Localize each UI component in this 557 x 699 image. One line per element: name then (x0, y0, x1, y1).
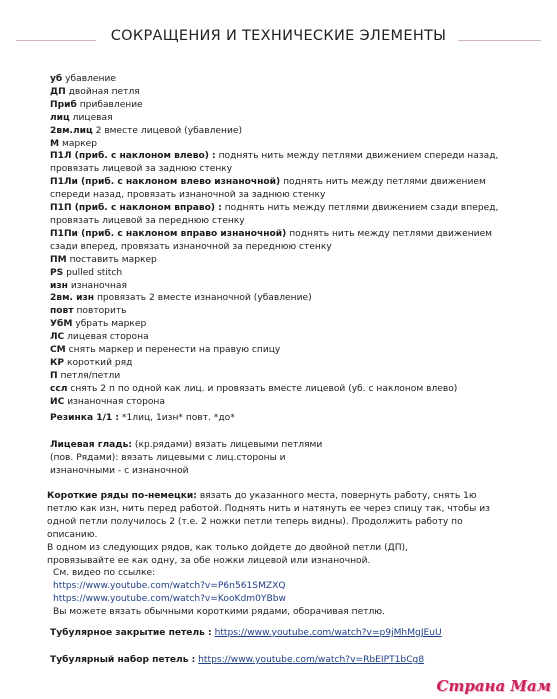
stockinette-section (50, 439, 520, 478)
abbreviation-line (50, 112, 520, 125)
rib-text: *1лиц, 1изн* повт. *до* (119, 413, 235, 423)
abbreviation-description: прибавление (76, 99, 143, 110)
abbreviation-description: сзади вперед, провязать изнаночной за переднюю стенку (50, 241, 332, 252)
watermark-logo: Страна Мам (436, 677, 551, 695)
abbreviation-line (50, 267, 520, 280)
abbreviation-line (50, 86, 520, 99)
abbreviation-line (50, 331, 520, 344)
abbreviation-description: поднять нить между петлями движением спереди назад, (215, 151, 499, 162)
abbreviation-description: убавление (62, 74, 116, 84)
abbreviation-line (50, 202, 520, 215)
abbreviation-line (50, 228, 520, 241)
abbreviation-term: ПМ (50, 254, 67, 265)
stockinette-line: (кр.рядами) вязать лицевыми петлями (132, 440, 323, 450)
abbreviation-list (50, 73, 520, 409)
abbreviation-description: снять маркер и перенести на правую спицу (65, 345, 281, 356)
abbreviation-term: П1Л (приб. с наклоном влево) : (50, 151, 216, 162)
abbreviation-line (50, 254, 520, 267)
abbreviation-description: провязать лицевой за заднюю стенку (50, 164, 233, 175)
rib-section (50, 412, 520, 425)
abbreviation-term: ссл (50, 383, 68, 394)
abbreviation-description: повторить (73, 306, 127, 317)
short-rows-line: петлю как изн, нить перед работой. Поднять нить и натянуть ее через спицу так, чтобы из (47, 503, 490, 514)
abbreviation-line (50, 163, 520, 176)
abbreviation-term: ЛС (50, 332, 65, 343)
tubular-caston-link[interactable]: https://www.youtube.com/watch?v=RbEIPT1bCg8 (198, 655, 425, 665)
abbreviation-description: поднять нить между петлями движением (280, 177, 486, 188)
abbreviation-term: ДП (50, 86, 66, 97)
abbreviation-description: поставить маркер (66, 254, 157, 265)
abbreviation-description: поднять нить между петлями движением (286, 228, 493, 239)
stockinette-line: изнаночными - с изнаночной (50, 465, 189, 476)
abbreviation-description: поднять нить между петлями движением сзади вперед, (221, 203, 499, 214)
abbreviation-line (50, 305, 520, 318)
abbreviation-term: PS (50, 267, 64, 278)
abbreviation-description: изнаночная (67, 280, 127, 291)
tubular-caston-term: Тубулярный набор петель : (50, 655, 196, 665)
abbreviation-line (50, 370, 520, 383)
abbreviation-line (50, 215, 520, 228)
abbreviation-description: 2 вместе лицевой (убавление) (92, 125, 243, 136)
short-rows-line: вязать до указанного места, повернуть работу, снять 1ю (196, 491, 477, 501)
abbreviation-line (50, 241, 520, 254)
abbreviation-line (50, 73, 520, 86)
abbreviation-term: КР (50, 357, 65, 368)
abbreviation-description: изнаночная сторона (64, 396, 165, 407)
rib-term: Резинка 1/1 : (50, 413, 120, 423)
abbreviation-term: ИС (50, 396, 65, 407)
abbreviation-line (50, 189, 520, 202)
abbreviation-description: маркер (59, 138, 98, 149)
abbreviation-description: убрать маркер (72, 319, 147, 330)
tubular-caston-section (50, 654, 520, 667)
abbreviation-description: pulled stitch (63, 267, 123, 278)
short-rows-line: описанию. (47, 529, 98, 540)
short-rows-note: Вы можете вязать обычными короткими рядами, оборачивая петлю. (53, 607, 385, 618)
abbreviation-description: провязать 2 вместе изнаночной (убавление) (94, 293, 312, 304)
abbreviation-description: лицевая сторона (64, 332, 149, 343)
abbreviation-line (50, 150, 520, 163)
abbreviation-term: М (50, 138, 60, 149)
short-rows-term: Короткие ряды по-немецки: (47, 491, 197, 501)
short-rows-line: провязывайте ее как одну, за обе ножки лицевой или изнаночной. (47, 555, 371, 566)
stockinette-term: Лицевая гладь: (50, 440, 133, 450)
tubular-bindoff-term: Тубулярное закрытие петель : (50, 628, 212, 638)
abbreviation-line (50, 357, 520, 370)
abbreviation-line (50, 99, 520, 112)
title-rule-right (458, 40, 541, 41)
abbreviation-term: повт (50, 306, 74, 317)
abbreviation-line (50, 383, 520, 396)
abbreviation-line (50, 292, 520, 305)
abbreviation-term: лиц (50, 112, 70, 123)
short-rows-section (47, 490, 517, 619)
abbreviation-line (50, 125, 520, 138)
abbreviation-term: 2вм.лиц (50, 125, 93, 136)
abbreviation-term: УбМ (50, 319, 73, 330)
abbreviation-term: П1П (приб. с наклоном вправо) : (50, 203, 222, 214)
page-title: СОКРАЩЕНИЯ И ТЕХНИЧЕСКИЕ ЭЛЕМЕНТЫ (110, 28, 447, 44)
abbreviation-description: спереди назад, провязать изнаночной за заднюю стенку (50, 190, 326, 201)
abbreviation-term: СМ (50, 345, 66, 356)
abbreviation-term: 2вм. изн (50, 293, 95, 304)
abbreviation-description: петля/петли (57, 370, 121, 381)
abbreviation-line (50, 176, 520, 189)
abbreviation-term: П1Ли (приб. с наклоном влево изнаночной) (50, 177, 281, 188)
tubular-bindoff-link[interactable]: https://www.youtube.com/watch?v=p9jMhMgJEuU (214, 628, 442, 638)
abbreviation-term: П (50, 370, 58, 381)
abbreviation-line (50, 138, 520, 151)
short-rows-link-1[interactable]: https://www.youtube.com/watch?v=P6n561SMZXQ (53, 581, 286, 592)
abbreviation-description: короткий ряд (64, 357, 133, 368)
short-rows-line: В одном из следующих рядов, как только дойдете до двойной петли (ДП), (47, 542, 408, 553)
stockinette-line: (пов. Рядами): вязать лицевыми с лиц.стороны и (50, 452, 286, 463)
abbreviation-line (50, 344, 520, 357)
abbreviation-description: провязать лицевой за переднюю стенку (50, 215, 245, 226)
abbreviation-term: уб (50, 74, 63, 84)
abbreviation-line (50, 318, 520, 331)
abbreviation-term: П1Пи (приб. с наклоном вправо изнаночной) (50, 228, 287, 239)
abbreviation-term: изн (50, 280, 68, 291)
abbreviation-line (50, 396, 520, 409)
abbreviation-line (50, 280, 520, 293)
abbreviation-description: двойная петля (65, 86, 140, 97)
abbreviation-description: снять 2 п по одной как лиц. и провязать вместе лицевой (уб. с наклоном влево) (67, 383, 458, 394)
tubular-bindoff-section (50, 627, 520, 640)
abbreviation-description: лицевая (69, 112, 113, 123)
video-label: См. видео по ссылке: (53, 568, 156, 579)
abbreviation-term: Приб (50, 99, 77, 110)
short-rows-line: одной петли получилось 2 (т.е. 2 ножки петли теперь видны). Продолжить работу по (47, 516, 463, 527)
short-rows-link-2[interactable]: https://www.youtube.com/watch?v=KooKdm0YBbw (53, 594, 286, 605)
